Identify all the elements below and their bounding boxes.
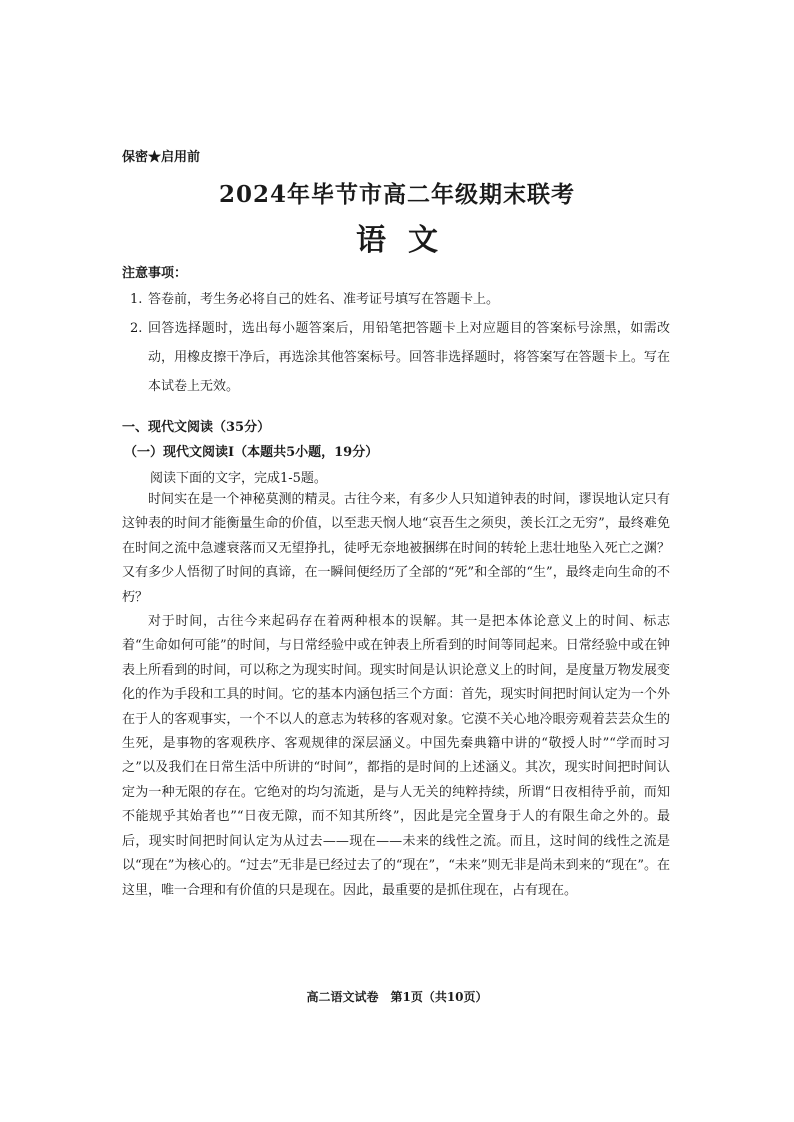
page-footer: 高二语文试卷 第1页（共10页） (306, 990, 488, 1004)
notice-heading: 注意事项： (122, 266, 188, 281)
notice-item-number: 1. (130, 292, 143, 307)
passage-paragraph: 时间实在是一个神秘莫测的精灵。古往今来，有多少人只知道钟表的时间，谬误地认定只有这钟表的时间才能衡量生命的价值，以至悲天悯人地“哀吾生之须臾，羡长江之无穷”，最终难免在时间之流中急遽衰落而又无望挣扎，徒呼无奈地被捆绑在时间的转轮上悲壮地坠入死亡之渊？又有多少人悟彻了时间的真谛，在一瞬间便经历了全部的“死”和全部的“生”，最终走向生命的不朽？ (122, 492, 670, 605)
notice-item-text: 回答选择题时，选出每小题答案后，用铅笔把答题卡上对应题目的答案标号涂黑，如需改动，用橡皮擦干净后，再选涂其他答案标号。回答非选择题时，将答案写在答题卡上。写在本试卷上无效。 (148, 321, 670, 394)
notice-list (130, 285, 670, 401)
passage-paragraph: 对于时间，古往今来起码存在着两种根本的误解。其一是把本体论意义上的时间、标志着“生命如何可能”的时间，与日常经验中或在钟表上所看到的时间等同起来。日常经验中或在钟表上所看到的时间，可以称之为现实时间。现实时间是认识论意义上的时间，是度量万物发展变化的作为手段和工具的时间。它的基本内涵包括三个方面：首先，现实时间把时间认定为一个外在于人的客观事实，一个不以人的意志为转移的客观对象。它漠不关心地冷眼旁观着芸芸众生的生死，是事物的客观秩序、客观规律的深层涵义。中国先秦典籍中讲的“敬授人时”“学而时习之”以及我们在日常生活中所讲的“时间”，都指的是时间的上述涵义。其次，现实时间把时间认定为一种无限的存在。它绝对的均匀流逝，是与人无关的纯粹持续，所谓“日夜相待乎前，而知不能规乎其始者也”“日夜无隙，而不知其所终”，因此是完全置身于人的有限生命之外的。最后，现实时间把时间认定为从过去——现在——未来的线性之流。而且，这时间的线性之流是以“现在”为核心的。“过去”无非是已经过去了的“现在”，“未来”则无非是尚未到来的“现在”。在这里，唯一合理和有价值的只是现在。因此，最重要的是抓住现在，占有现在。 (122, 614, 670, 898)
notice-item (130, 285, 670, 314)
notice-item-text: 答卷前，考生务必将自己的姓名、准考证号填写在答题卡上。 (148, 292, 500, 307)
section-heading: 一、现代文阅读（35分） (122, 420, 271, 435)
notice-item-number: 2. (130, 321, 143, 336)
reading-instruction: 阅读下面的文字，完成1-5题。 (150, 471, 327, 486)
subject-title: 语文 (356, 223, 460, 258)
subsection-heading: （一）现代文阅读Ⅰ（本题共5小题，19分） (124, 445, 379, 460)
reading-passage (122, 488, 670, 903)
notice-item (130, 314, 670, 401)
confidential-label: 保密★启用前 (122, 150, 201, 165)
exam-title: 2024年毕节市高二年级期末联考 (218, 181, 575, 208)
